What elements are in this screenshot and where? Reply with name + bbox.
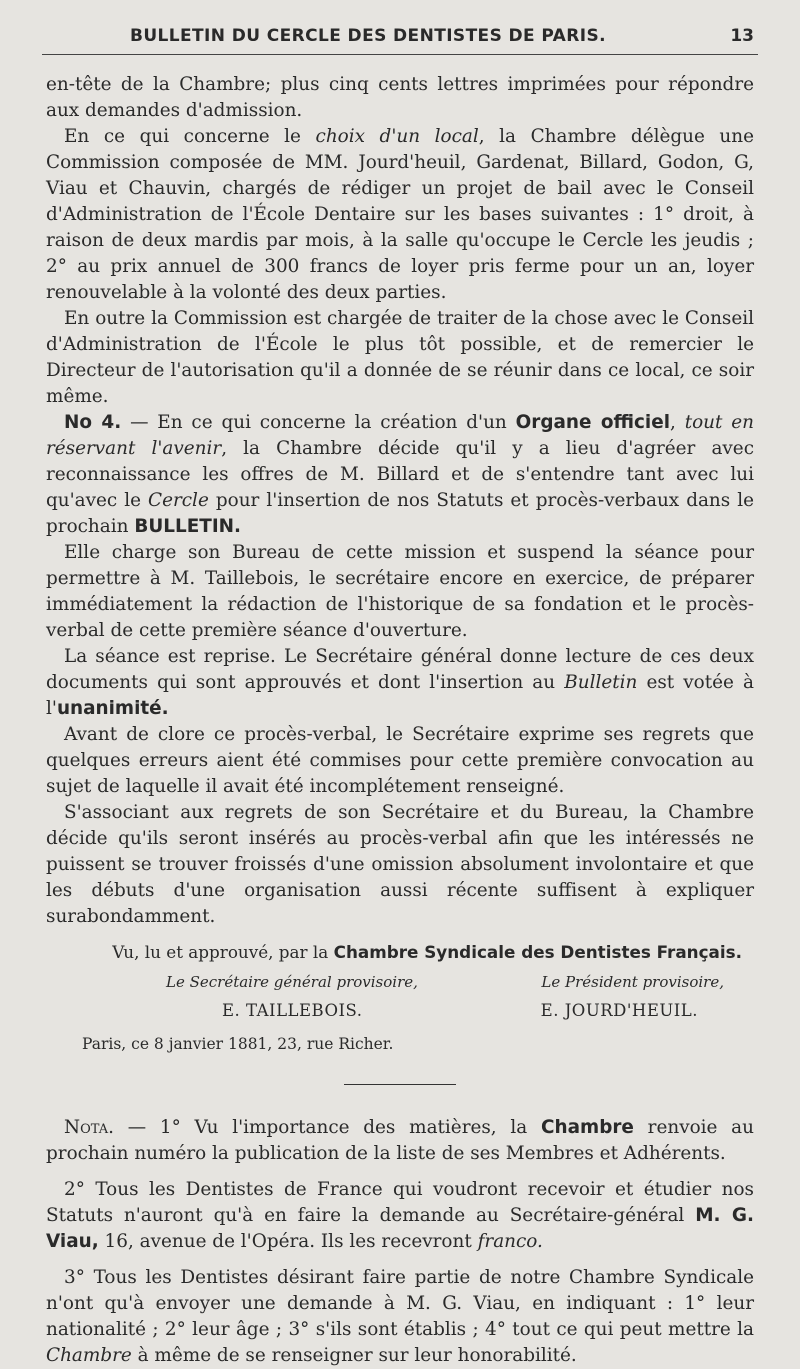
paragraph-reprise: La séance est reprise. Le Secrétaire général donne lecture de ces deux documents qui sont approuvés et dont l'insertion au Bulletin est votée à l'unanimité. xyxy=(46,646,754,719)
section-divider xyxy=(344,1084,456,1085)
header-title: BULLETIN DU CERCLE DES DENTISTES DE PARIS. xyxy=(130,26,606,46)
paragraph-commission: En outre la Commission est chargée de traiter de la chose avec le Conseil d'Administration de l'École le plus tôt possible, et de remercier le Directeur de l'autorisation qu'il a donnée de se réunir dans ce local, ce soir même. xyxy=(46,308,754,407)
paragraph-associant: S'associant aux regrets de son Secrétaire et du Bureau, la Chambre décide qu'ils seront insérés au procès-verbal afin que les intéressés ne puissent se trouver froissés d'une omission absolument involontaire et que les débuts d'une organisation aussi récente suffisent à expliquer surabondamment. xyxy=(46,802,754,927)
paragraph-local: En ce qui concerne le choix d'un local, la Chambre délègue une Commission composée de MM. Jourd'heuil, Gardenat, Billard, Godon, G, Viau et Chauvin, chargés de rédiger un projet de bail avec le Conseil d'Administration de l'École Dentaire sur les bases suivantes : 1° droit, à raison de deux mardis par mois, à la salle qu'occupe le Cercle les jeudis ; 2° au prix annuel de 300 francs de loyer pris ferme pour un an, loyer renouvelable à la volonté des deux parties. xyxy=(46,126,754,303)
secretary-role: Le Secrétaire général provisoire, xyxy=(166,973,418,991)
paragraph-organe: No 4. — En ce qui concerne la création d'un Organe officiel, tout en réservant l'avenir, la Chambre décide qu'il y a lieu d'agréer avec reconnaissance les offres de M. Billard et de s'entendre tant avec lui qu'avec le Cercle pour l'insertion de nos Statuts et procès-verbaux dans le prochain BULLETIN. xyxy=(46,412,754,537)
president-role: Le Président provisoire, xyxy=(541,973,724,991)
running-header xyxy=(42,20,758,55)
signature-roles xyxy=(46,970,754,994)
signature-date: Paris, ce 8 janvier 1881, 23, rue Richer. xyxy=(82,1035,394,1053)
page-number: 13 xyxy=(730,26,754,46)
page-body xyxy=(46,72,754,1369)
paragraph-1: en-tête de la Chambre; plus cinq cents lettres imprimées pour répondre aux demandes d'admission. xyxy=(46,74,754,121)
paragraph-adhesion: 3° Tous les Dentistes désirant faire partie de notre Chambre Syndicale n'ont qu'à envoyer une demande à M. G. Viau, en indiquant : 1° leur nationalité ; 2° leur âge ; 3° s'ils sont établis ; 4° tout ce qui peut mettre la Chambre à même de se renseigner sur leur honorabilité. xyxy=(46,1267,754,1366)
approval-line: Vu, lu et approuvé, par la Chambre Syndicale des Dentistes Français. xyxy=(112,942,742,962)
paragraph-statuts: 2° Tous les Dentistes de France qui voudront recevoir et étudier nos Statuts n'auront qu'à en faire la demande au Secrétaire-général M. G. Viau, 16, avenue de l'Opéra. Ils les recevront franco. xyxy=(46,1179,754,1252)
paragraph-bureau: Elle charge son Bureau de cette mission et suspend la séance pour permettre à M. Taillebois, le secrétaire encore en exercice, de préparer immédiatement la rédaction de l'historique de sa fondation et le procès-verbal de cette première séance d'ouverture. xyxy=(46,542,754,641)
president-name: E. JOURD'HEUIL. xyxy=(540,1001,698,1020)
paragraph-nota: Nota. — 1° Vu l'importance des matières, la Chambre renvoie au prochain numéro la publication de la liste de ses Membres et Adhérents. xyxy=(46,1117,754,1164)
paragraph-regrets: Avant de clore ce procès-verbal, le Secrétaire exprime ses regrets que quelques erreurs aient été commises pour cette première convocation au sujet de laquelle il avait été incomplétement renseigné. xyxy=(46,724,754,797)
secretary-name: E. TAILLEBOIS. xyxy=(222,1001,363,1020)
signature-names xyxy=(46,998,754,1024)
